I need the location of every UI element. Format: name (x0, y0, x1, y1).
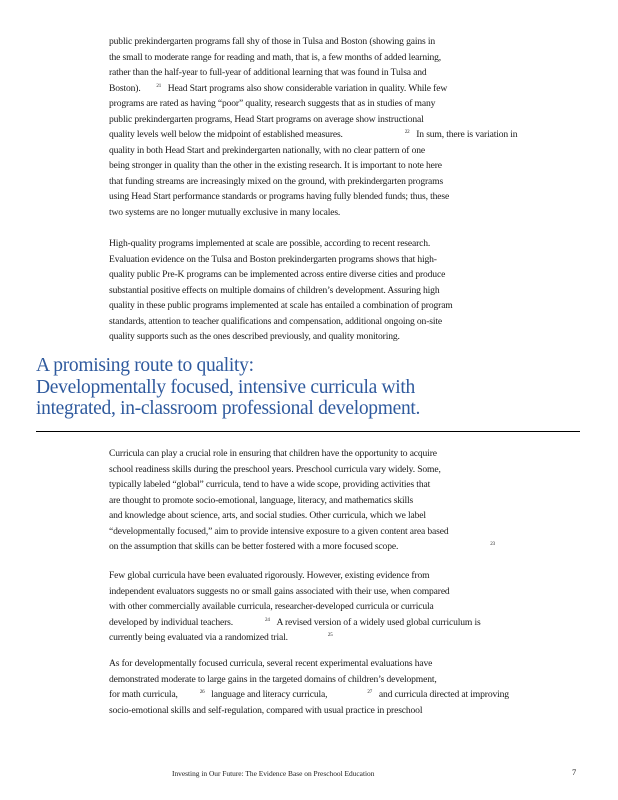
text-line: programs are rated as having “poor” quality, research suggests that as in studies of many (109, 98, 436, 109)
footnote-marker: 23 (490, 541, 495, 547)
text-line (109, 81, 549, 97)
paragraph-developmentally-focused (109, 656, 549, 718)
text-line: being stronger in quality than the other in the existing research. It is important to note here (109, 160, 442, 171)
text-segment: for math curricula, (109, 689, 178, 700)
text-line: substantial positive effects on multiple domains of children’s development. Assuring high (109, 284, 440, 296)
heading-line: integrated, in-classroom professional development. (36, 398, 421, 419)
text-segment: Head Start programs also show considerable variation in quality. While few (167, 82, 448, 94)
paragraph-high-quality-at-scale (109, 236, 549, 345)
paragraph-head-start-variation (109, 34, 549, 220)
text-segment: In sum, there is variation in (416, 129, 518, 140)
text-line (109, 630, 549, 646)
text-line: rather than the half-year to full-year of additional learning that was found in Tulsa and (109, 67, 427, 78)
text-line: demonstrated moderate to large gains in the targeted domains of children’s development, (109, 673, 437, 685)
text-line: quality public Pre-K programs can be implemented across entire diverse cities and produce (109, 269, 446, 280)
paragraph-global-curricula (109, 568, 549, 646)
text-line: public prekindergarten programs fall shy of those in Tulsa and Boston (showing gains in (109, 36, 435, 47)
text-segment: language and literacy curricula, (211, 689, 328, 700)
text-line (109, 539, 549, 555)
text-line (109, 687, 549, 703)
text-line: public prekindergarten programs, Head Start programs on average show instructional (109, 113, 424, 125)
paragraph-curricula-role (109, 446, 549, 555)
text-line: Few global curricula have been evaluated rigorously. However, existing evidence from (109, 570, 430, 581)
text-line: Evaluation evidence on the Tulsa and Boston prekindergarten programs shows that high- (109, 253, 437, 265)
text-segment: on the assumption that skills can be better fostered with a more focused scope. (109, 541, 399, 552)
footnote-marker: 27 (367, 689, 373, 695)
heading-line: Developmentally focused, intensive curricula with (36, 376, 415, 398)
text-line: “developmentally focused,” aim to provide intensive exposure to a given content area based (109, 525, 449, 537)
text-line: quality in both Head Start and prekindergarten nationally, with no clear pattern of one (109, 144, 425, 156)
text-line: two systems are no longer mutually exclusive in many locales. (109, 206, 341, 218)
text-line: the small to moderate range for reading and math, that is, a few months of added learning, (109, 51, 442, 63)
text-line: standards, attention to teacher qualifications and compensation, additional ongoing on-site (109, 315, 442, 327)
text-segment: Boston). (109, 82, 141, 94)
text-segment: currently being evaluated via a randomized trial. (109, 632, 288, 643)
text-line: that funding streams are increasingly mixed on the ground, with prekindergarten programs (109, 175, 444, 187)
footnote-marker: 22 (404, 129, 410, 135)
text-line: using Head Start performance standards or programs having fully blended funds; thus, these (109, 191, 450, 202)
text-line: independent evaluators suggests no or small gains associated with their use, when compared (109, 585, 450, 597)
text-segment: and curricula directed at improving (378, 689, 509, 700)
text-line (109, 615, 549, 631)
text-line: typically labeled “global” curricula, tend to have a wide scope, providing activities that (109, 479, 431, 490)
heading-line: A promising route to quality: (36, 355, 254, 376)
text-line: Curricula can play a crucial role in ensuring that children have the opportunity to acquire (109, 448, 437, 459)
text-line: school readiness skills during the preschool years. Preschool curricula vary widely. Some, (109, 463, 441, 475)
text-segment: quality levels well below the midpoint of established measures. (109, 129, 343, 140)
text-line: As for developmentally focused curricula, several recent experimental evaluations have (109, 658, 433, 669)
text-line: quality supports such as the ones described previously, and quality monitoring. (109, 331, 400, 342)
text-line: with other commercially available curricula, researcher-developed curricula or curricula (109, 601, 434, 612)
text-segment: developed by individual teachers. (109, 616, 233, 628)
text-line: are thought to promote socio-emotional, language, literacy, and mathematics skills (109, 494, 414, 506)
text-line: socio-emotional skills and self-regulation, compared with usual practice in preschool (109, 704, 423, 716)
text-line: and knowledge about science, arts, and social studies. Other curricula, which we label (109, 510, 426, 521)
page-number: 7 (572, 767, 577, 777)
text-line (109, 127, 549, 143)
section-heading (36, 355, 420, 420)
footnote-marker: 26 (199, 689, 205, 695)
section-divider (36, 431, 580, 432)
text-segment: A revised version of a widely used global curriculum is (276, 616, 481, 628)
footnote-marker: 25 (327, 632, 333, 638)
page-footer-title: Investing in Our Future: The Evidence Base on Preschool Education (172, 769, 375, 778)
footnote-marker: 21 (156, 83, 162, 89)
text-line: quality in these public programs implemented at scale has entailed a combination of program (109, 300, 453, 311)
text-line: High-quality programs implemented at scale are possible, according to recent research. (109, 238, 431, 249)
footnote-marker: 24 (265, 617, 270, 623)
